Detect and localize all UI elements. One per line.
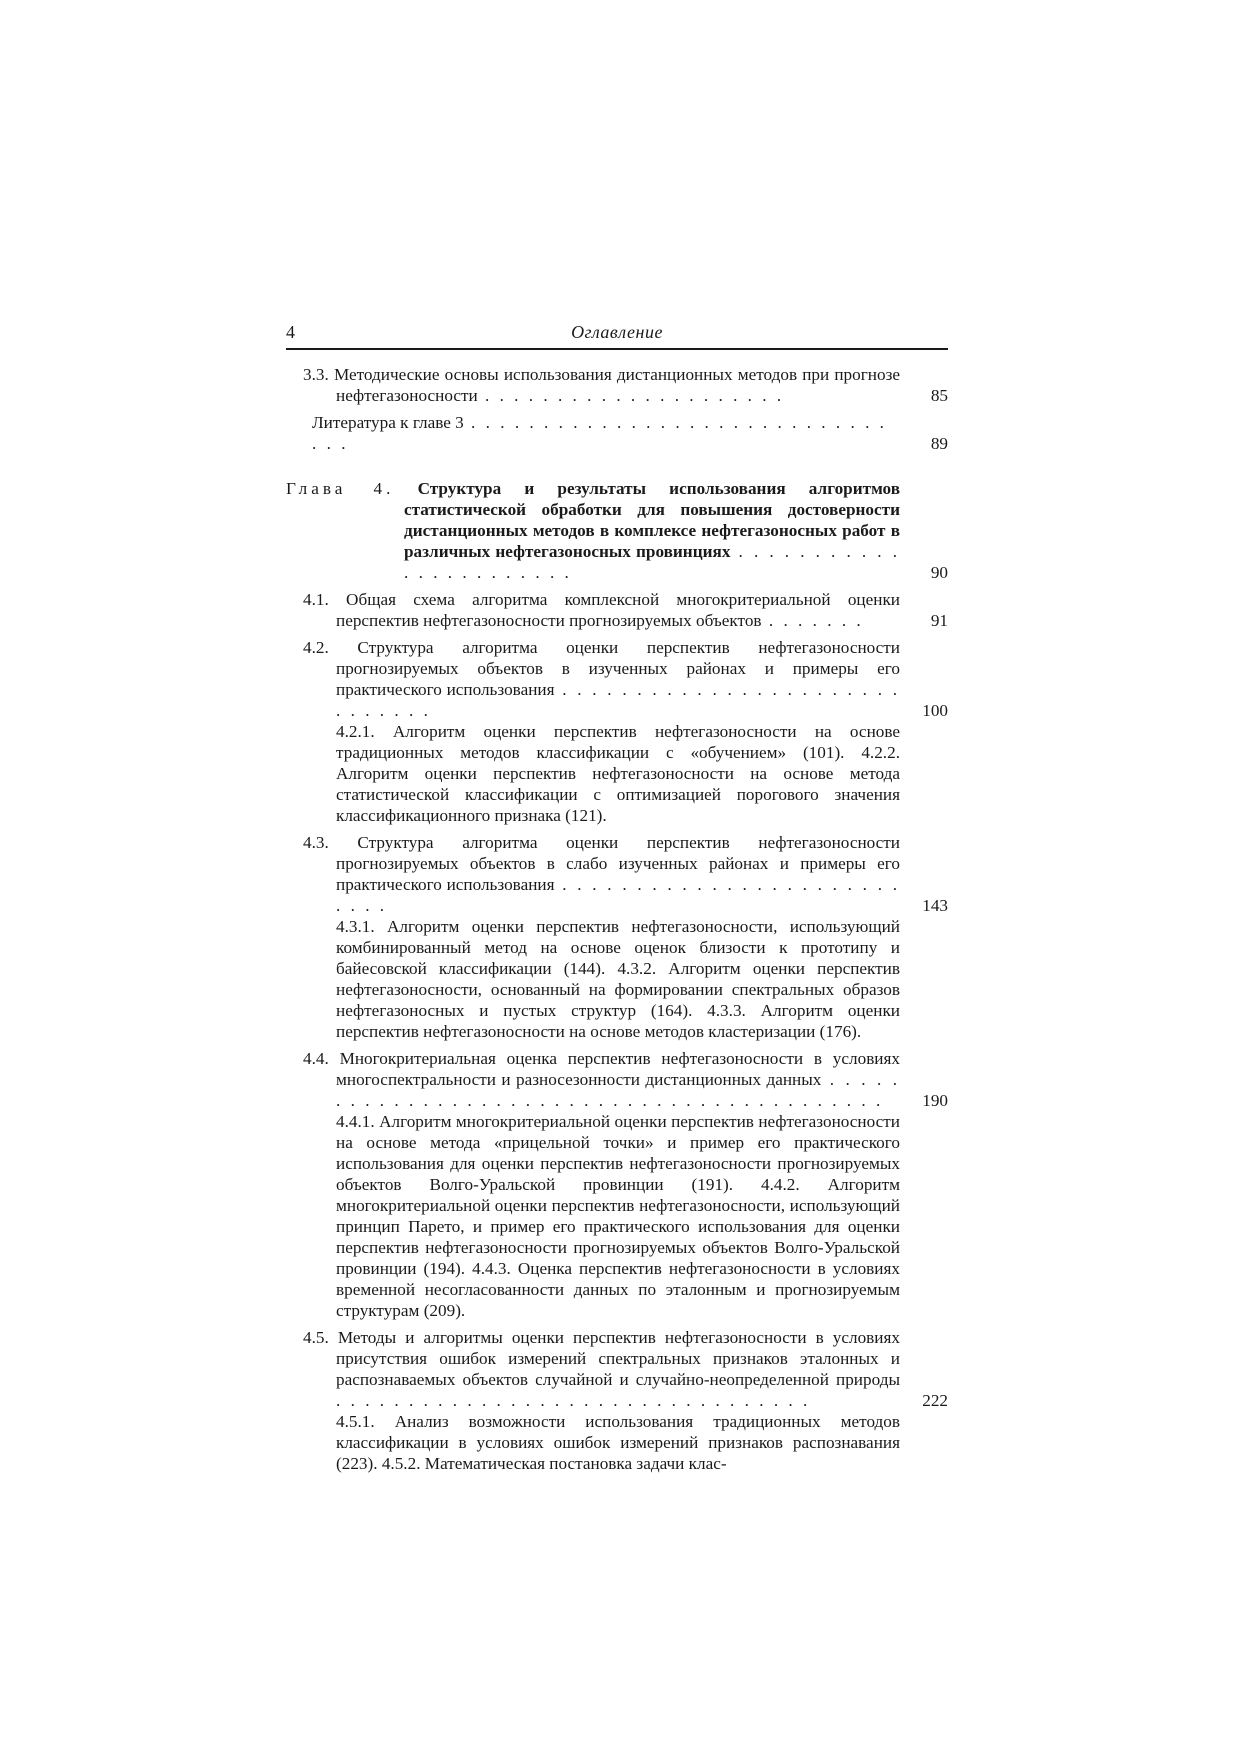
leader-dots: . . . . . . . . . . . . . . . . . . . . . . . . . . . . . . — [336, 680, 901, 720]
section-number: 4.3. — [303, 833, 329, 852]
leader-dots: . . . . . . . . . . . . . . . . . . . . . . . . . . . . . . . . . — [336, 1391, 811, 1410]
section-number: 3.3. — [303, 365, 329, 384]
toc-entry-3-3[interactable] — [286, 364, 948, 406]
page-ref: 190 — [922, 1091, 948, 1110]
page-ref: 89 — [930, 434, 948, 453]
toc-entry-4-1[interactable] — [286, 589, 948, 631]
toc-entry-literature-3[interactable] — [286, 412, 948, 454]
page-ref: 143 — [922, 896, 948, 915]
section-number: 4.4. — [303, 1049, 329, 1068]
leader-dots: . . . . . . . . . . . . . . . . . . . . . — [477, 386, 785, 405]
subsections-4-2: 4.2.1. Алгоритм оценки перспектив нефтегазоносности на основе традиционных методов классификации с «обучением» (101). 4.2.2. Алгоритм оценки перспектив нефтегазоносности на основе метода статистической классификации с оптимизацией порогового значения классификационного признака (121). — [336, 722, 900, 825]
section-title: Структура алгоритма оценки перспектив нефтегазоносности прогнозируемых объектов в слабо изученных районах и примеры его практического использования — [336, 833, 901, 894]
page-ref: 91 — [930, 611, 948, 630]
toc-entry-4-3[interactable] — [286, 832, 948, 916]
section-title: Методические основы использования дистанционных методов при прогнозе нефтегазоносности — [333, 365, 901, 405]
leader-dots: . . . . . . . . . . . . . . . . . . . . . . . . . . . . . . . . . . . . . . . . . . . — [336, 1070, 900, 1110]
subsections-4-5: 4.5.1. Анализ возможности использования традиционных методов классификации в условиях ошибок измерений признаков распознавания (223). 4.5.2. Математическая постановка задачи клас- — [336, 1412, 900, 1473]
toc-entry-4-5[interactable] — [286, 1327, 948, 1411]
toc-entry-4-4[interactable] — [286, 1048, 948, 1111]
toc-chapter-4[interactable] — [286, 478, 948, 583]
page — [286, 318, 948, 1474]
section-title: Структура алгоритма оценки перспектив нефтегазоносности прогнозируемых объектов в изученных районах и примеры его практического использования — [336, 638, 901, 699]
running-title: Оглавление — [571, 322, 663, 342]
section-title: Общая схема алгоритма комплексной многокритериальной оценки перспектив нефтегазоносности прогнозируемых объектов — [336, 590, 900, 630]
leader-dots: . . . . . . . . . . . . . . . . . . . . . . . . . . . . . . . . — [312, 413, 887, 453]
section-title: Литература к главе 3 — [312, 413, 464, 432]
leader-dots: . . . . . . . . . . . . . . . . . . . . . . . — [404, 542, 900, 582]
section-title: Методы и алгоритмы оценки перспектив нефтегазоносности в условиях присутствия ошибок измерений спектральных признаков эталонных и распознаваемых объектов случайной и случайно-неопределенной природы — [336, 1328, 900, 1389]
section-number: 4.5. — [303, 1328, 329, 1347]
page-ref: 90 — [930, 563, 948, 582]
page-ref: 222 — [922, 1391, 948, 1410]
leader-dots: . . . . . . . — [761, 611, 864, 630]
table-of-contents — [286, 364, 948, 1474]
subsections-4-4: 4.4.1. Алгоритм многокритериальной оценки перспектив нефтегазоносности на основе метода «прицельной точки» и пример его практического использования для оценки перспектив нефтегазоносности прогнозируемых объектов Волго-Уральской провинции (191). 4.4.2. Алгоритм многокритериальной оценки перспектив нефтегазоносности, использующий принцип Парето, и пример его практического использования для оценки перспектив нефтегазоносности прогнозируемых объектов Волго-Уральской провинции (194). 4.4.3. Оценка перспектив нефтегазоносности в условиях временной несогласованности данных по эталонным и прогнозируемым структурам (209). — [336, 1112, 900, 1320]
page-number: 4 — [286, 322, 295, 342]
subsections-4-3: 4.3.1. Алгоритм оценки перспектив нефтегазоносности, использующий комбинированный метод на основе оценок близости к прототипу и байесовской классификации (144). 4.3.2. Алгоритм оценки перспектив нефтегазоносности, основанный на формировании спектральных образов нефтегазоносных и пустых структур (164). 4.3.3. Алгоритм оценки перспектив нефтегазоносности на основе методов кластеризации (176). — [336, 917, 900, 1041]
page-ref: 100 — [922, 701, 948, 720]
leader-dots: . . . . . . . . . . . . . . . . . . . . . . . . . . . — [336, 875, 901, 915]
page-ref: 85 — [930, 386, 948, 405]
toc-entry-4-2[interactable] — [286, 637, 948, 721]
section-title: Многокритериальная оценка перспектив нефтегазоносности в условиях многоспектральности и разносезонности дистанционных данных — [336, 1049, 901, 1089]
section-number: 4.2. — [303, 638, 329, 657]
chapter-label: Глава 4. — [286, 479, 395, 498]
section-number: 4.1. — [303, 590, 329, 609]
chapter-title: Структура и результаты использования алгоритмов статистической обработки для повышения достоверности дистанционных методов в комплексе нефтегазоносных работ в различных нефтегазоносных провинциях — [404, 479, 900, 561]
running-header — [286, 318, 948, 350]
